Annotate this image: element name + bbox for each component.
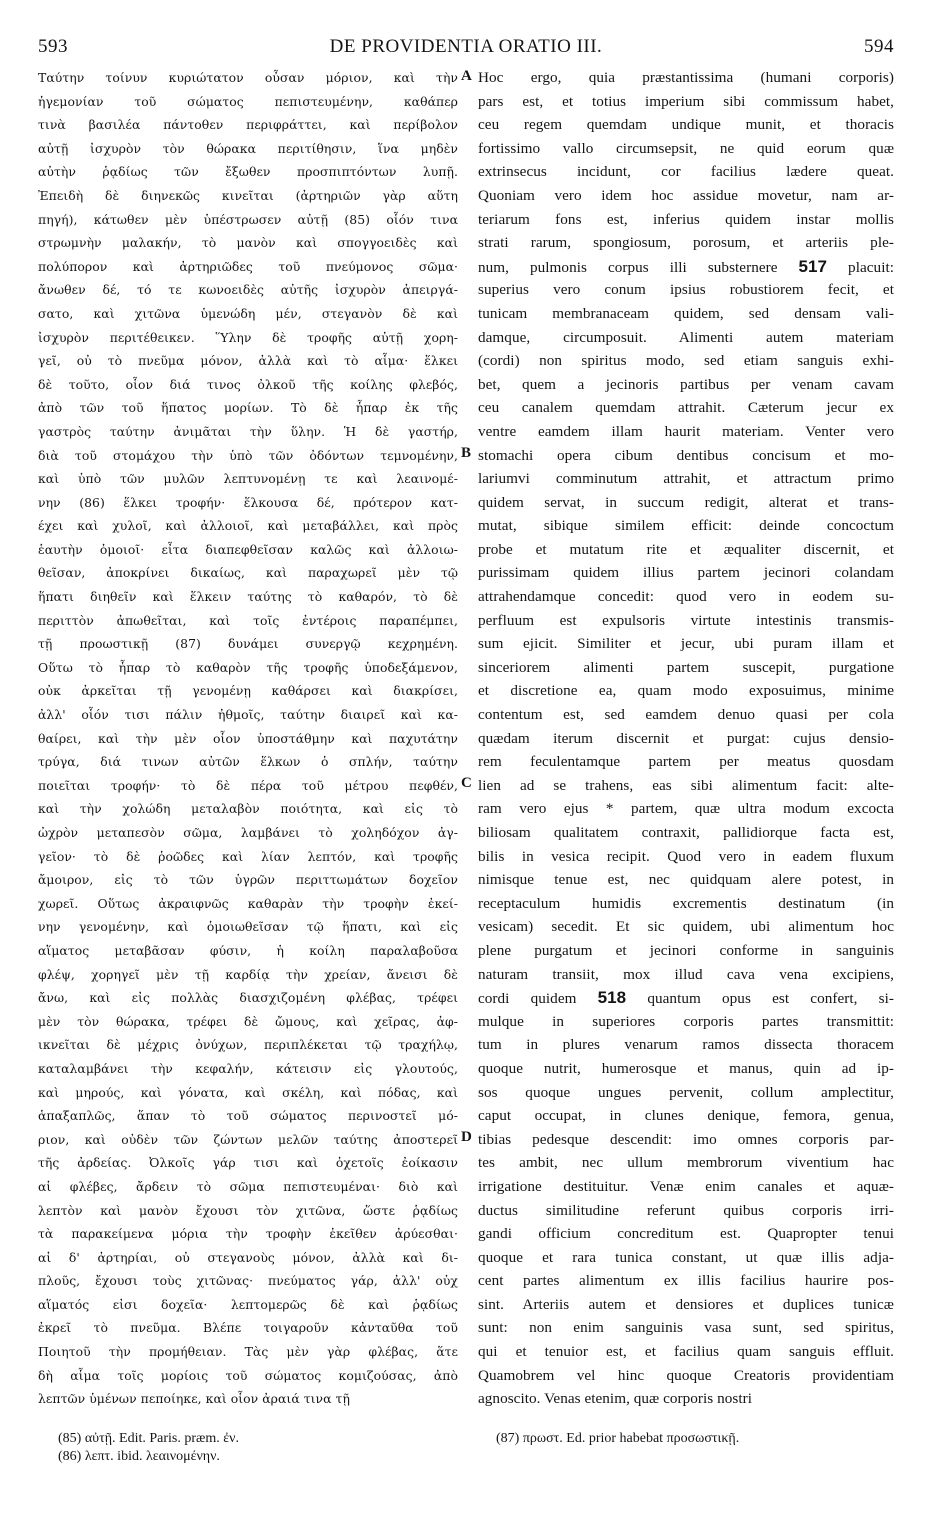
latin-line: strati rarum, spongiosum, porosum, et arteriis ple-	[478, 234, 894, 252]
greek-line: ἀλλ' οἷόν τισι πάλιν ἠθμοῖς, ταύτην διαιρεῖ καὶ κα-	[38, 707, 458, 723]
latin-line: ceu regem quemdam undique munit, et thoracis	[478, 116, 894, 134]
greek-line: Οὕτω τὸ ἧπαρ τὸ καθαρὸν τῆς τροφῆς ὑποδεξάμενον,	[38, 659, 458, 675]
footnotes-latin	[496, 1430, 894, 1448]
greek-line: πλοῦς, ἔχουσι τοὺς χιτῶνας· πνεύματος γάρ, ἀλλ' οὐχ	[38, 1273, 458, 1289]
greek-line: δὲ τοῦτο, οἷον διά τινος ὀλκοῦ τῆς κοίλης φλεβός,	[38, 376, 458, 392]
margin-marker-c: C	[461, 775, 472, 791]
latin-line: nimisque tenue est, nec quidquam alere potest, in	[478, 871, 894, 889]
greek-text-column	[38, 66, 458, 1421]
text-segment: cordi quidem	[478, 990, 598, 1008]
margin-marker-a: A	[461, 68, 472, 84]
latin-line: damque, circumposuit. Alimenti autem materiam	[478, 328, 894, 346]
greek-line: τινὰ βασιλέα πάντοθεν περιφράττει, καὶ περίβολον	[38, 117, 458, 133]
greek-line: αἵματος μεταβᾶσαν φύσιν, ἡ κοίλη παραλαβοῦσα	[38, 942, 458, 958]
running-title: DE PROVIDENTIA ORATIO III.	[329, 36, 603, 57]
latin-line: tunicam membranaceam quidem, sed densam vali-	[478, 304, 894, 322]
latin-line: tum in plures venarum ramos dissecta thoracem	[478, 1036, 894, 1054]
column-number: 518	[597, 988, 627, 1008]
greek-line: τῆς ἀρδείας. Ὀλκοῖς γάρ τισι καὶ ὀχετοῖς ἐοίκασιν	[38, 1155, 458, 1171]
greek-line: αἱ φλέβες, ἄρδειν τὸ σῶμα πεπιστευμέναι· διὸ καὶ	[38, 1178, 458, 1194]
latin-line: vesicam) secedit. Et sic quidem, ubi alimentum hoc	[478, 918, 894, 936]
greek-line: ριον, καὶ οὐδὲν τῶν ζώντων μελῶν ταύτης ἀποστερεῖ	[38, 1131, 458, 1147]
latin-line: (cordi) non spiritus modo, sed etiam sanguis exhi-	[478, 352, 894, 370]
greek-line: πολύπορον καὶ ἀρτηριῶδες τοῦ πνεύμονος σῶμα·	[38, 258, 458, 274]
greek-line: λεπτὸν καὶ μανὸν ἔχουσι τὸν χιτῶνα, ὥστε ῥᾳδίως	[38, 1202, 458, 1218]
greek-line: ἐκρεῖ τὸ πνεῦμα. Βλέπε τοιγαροῦν κἀνταῦθα τοῦ	[38, 1320, 458, 1336]
greek-line: ικνεῖται δὲ μέχρις ὀνύχων, περιπλέκεται τῷ τραχήλῳ,	[38, 1037, 458, 1053]
latin-line: rem feculentamque partem per meatus quosdam	[478, 753, 894, 771]
greek-line: Ποιητοῦ τὴν προμήθειαν. Τὰς μὲν γὰρ φλέβας, ἅτε	[38, 1344, 458, 1360]
greek-line: αὐτὴν ῥᾳδίως τῶν ἔξωθεν προσπιπτόντων λυπῇ.	[38, 164, 458, 180]
greek-line: καταλαμβάνει τὴν κεφαλήν, κάτεισιν εἰς γλουτούς,	[38, 1060, 458, 1076]
greek-line: πηγή), κάτωθεν μὲν ὑπέστρωσεν αὐτῇ (85) οἷόν τινα	[38, 211, 458, 227]
latin-line: mulque in superiores corporis partes transmittit:	[478, 1012, 894, 1030]
greek-line: διὰ τοῦ στομάχου τὴν ὑπὸ τῶν ὀδόντων τεμνομένην,	[38, 447, 458, 463]
latin-line: probe et mutatum rite et æqualiter discernit, et	[478, 540, 894, 558]
greek-line: σατο, καὶ χιτῶνα ὑμενώδη μέν, στεγανὸν δὲ καὶ	[38, 305, 458, 321]
greek-line: ἄμοιρον, εἰς τὸ τῶν ὑγρῶν περιττωμάτων δοχεῖον	[38, 872, 458, 888]
greek-line: στρωμνὴν μαλακήν, τὸ μανὸν καὶ σπογγοειδὲς καὶ	[38, 235, 458, 251]
latin-line: attrahendamque concedit: quod vero in eodem su-	[478, 588, 894, 606]
latin-line: quidem servat, in succum redigit, alterat et trans-	[478, 493, 894, 511]
footnotes-greek	[58, 1430, 458, 1466]
latin-line: quædam iterum discernit et purgat: cujus densio-	[478, 729, 894, 747]
latin-line: pars est, et totius imperium sibi commissum habet,	[478, 92, 894, 110]
greek-line: αὐτῇ ἰσχυρὸν τὸν θώρακα περιτίθησιν, ἵνα μηδὲν	[38, 140, 458, 156]
latin-line: et discretione ea, quam modo exposuimus, minime	[478, 682, 894, 700]
latin-line: plene purgatum et jecinori conforme in sanguinis	[478, 941, 894, 959]
latin-line: contentum est, sed eamdem denuo quasi per cola	[478, 706, 894, 724]
latin-line: sos quoque ungues pervenit, collum amplectitur,	[478, 1083, 894, 1101]
latin-line: sunt: non enim sanguinis vasa sunt, sed spiritus,	[478, 1319, 894, 1337]
greek-line: ἄνω, καὶ εἰς πολλὰς διασχιζομένη φλέβας, τρέφει	[38, 990, 458, 1006]
greek-line: δὴ αἷμα τοῖς μορίοις τοῦ σώματος κομιζούσας, ἀπὸ	[38, 1367, 458, 1383]
greek-line: καὶ ὑπὸ τῶν μυλῶν λεπτυνομένῃ τε καὶ λεαινομέ-	[38, 471, 458, 487]
greek-line: Ἐπειδὴ δὲ διηνεκῶς κινεῖται (ἀρτηριῶν γὰρ αὕτη	[38, 187, 458, 203]
greek-line: γεῖον· τὸ δὲ ῥοῶδες καὶ λίαν λεπτόν, καὶ τροφῆς	[38, 848, 458, 864]
latin-line: ram vero ejus * partem, quæ ultra modum excocta	[478, 800, 894, 818]
greek-line: ἄνωθεν δέ, τό τε κωνοειδὲς αὐτῆς ἰσχυρὸν ἀπειργά-	[38, 282, 458, 298]
latin-line: cent partes alimentum ex illis facilius haurire pos-	[478, 1272, 894, 1290]
latin-line	[478, 986, 894, 1010]
page-header	[38, 36, 894, 62]
greek-line: αἱ δ' ἀρτηρίαι, οὐ στεγανοὺς μόνον, ἀλλὰ καὶ δι-	[38, 1249, 458, 1265]
latin-line: naturam transiit, mox illud cava vena excipiens,	[478, 965, 894, 983]
latin-line	[478, 255, 894, 279]
latin-line: ventre eamdem illam haurit materiam. Venter vero	[478, 422, 894, 440]
greek-line: ἥπατι διηθεῖν καὶ ἕλκειν ταύτης τὸ καθαρόν, τὸ δὲ	[38, 589, 458, 605]
page-number-left: 593	[38, 36, 68, 57]
latin-line: sinceriorem alimenti partem suscepit, purgatione	[478, 658, 894, 676]
latin-line: Quamobrem vel hinc quoque Creatoris providentiam	[478, 1366, 894, 1384]
latin-line: ceu canalem quemdam attrahit. Cæterum jecur ex	[478, 399, 894, 417]
latin-line: quoque nutrit, humerosque et manus, quin ad ip-	[478, 1059, 894, 1077]
greek-line: ἑαυτὴν ὁμοιοῖ· εἶτα διαπεφθεῖσαν καλῶς καὶ ἀλλοιω-	[38, 541, 458, 557]
greek-line: νην γενομένην, καὶ ὁμοιωθεῖσαν τῷ ἥπατι, καὶ εἰς	[38, 919, 458, 935]
latin-line: lariumvi comminutum attrahit, et attractum primo	[478, 470, 894, 488]
greek-line: θαίρει, καὶ τὴν μὲν οἷον ὑποστάθμην καὶ παχυτάτην	[38, 730, 458, 746]
footnote: (87) πρωστ. Ed. prior habebat προσωστικῇ.	[496, 1431, 740, 1446]
latin-line: agnoscito. Venas etenim, quæ corporis nostri	[478, 1390, 752, 1408]
footnote: (86) λεπτ. ibid. λεαινομένην.	[58, 1449, 220, 1464]
latin-line: tes ambit, nec ullum membrorum viventium hac	[478, 1154, 894, 1172]
greek-line: καὶ τὴν χολώδη μεταλαβὸν ποιότητα, καὶ εἰς τὸ	[38, 801, 458, 817]
greek-line: ἰσχυρὸν περιτέθεικεν. Ὕλην δὲ τροφῆς αὐτῇ χορη-	[38, 329, 458, 345]
greek-line: ἀπὸ τῶν τοῦ ἥπατος μορίων. Τὸ δὲ ἧπαρ ἐκ τῆς	[38, 400, 458, 416]
latin-line: biliosam qualitatem contraxit, pallidiorque facta est,	[478, 824, 894, 841]
greek-line: χωρεῖ. Οὕτως ἀκραιφνῶς καθαρὰν τὴν τροφὴν ἐκεί-	[38, 895, 458, 911]
latin-line: mutat, sibique similem efficit: deinde concoctum	[478, 517, 894, 535]
latin-line: superius vero conum ipsius robustiorem fecit, et	[478, 281, 894, 299]
greek-line: ἁπαξαπλῶς, ἅπαν τὸ τοῦ σώματος περινοστεῖ μό-	[38, 1108, 458, 1124]
greek-line: λεπτῶν ὑμένων πεποίηκε, καὶ οἷον ἀραιά τινα τῇ	[38, 1391, 350, 1407]
greek-line: περιττὸν ἀπωθεῖται, καὶ τοῖς ἐντέροις παραπέμπει,	[38, 612, 458, 628]
greek-line: ἡγεμονίαν τοῦ σώματος πεπιστευμένην, καθάπερ	[38, 93, 458, 109]
greek-line: Ταύτην τοίνυν κυριώτατον οὖσαν μόριον, καὶ τὴν	[38, 70, 458, 85]
greek-line: τῇ προωστικῇ (87) δυνάμει συνεργῷ κεχρημένη.	[38, 636, 458, 652]
column-number: 517	[798, 256, 828, 276]
greek-line: φλέψ, χορηγεῖ μὲν τῇ καρδίᾳ τὴν χρείαν, ἄνεισι δὲ	[38, 966, 458, 982]
latin-line: caput occupat, in clunes denique, femora, genua,	[478, 1107, 894, 1125]
text-segment: num, pulmonis corpus illi substernere	[478, 258, 799, 276]
greek-line: θεῖσαν, ἀποκρίνει δικαίως, καὶ παραχωρεῖ μὲν τῷ	[38, 565, 458, 581]
greek-line: γεῖ, οὐ τὸ πνεῦμα μόνον, ἀλλὰ καὶ τὸ αἷμα· ἕλκει	[38, 353, 458, 369]
greek-line: γαστρὸς ταύτην ἀνιμᾶται τὴν ὕλην. Ἡ δὲ γαστήρ,	[38, 423, 458, 439]
greek-line: αἵματός εἰσι δοχεῖα· λεπτομερῶς δὲ καὶ ῥᾳδίως	[38, 1296, 458, 1312]
latin-line: receptaculum humidis excrementis destinatum (in	[478, 894, 894, 912]
margin-marker-b: B	[461, 445, 472, 461]
latin-line: ductus similitudine referunt quibus corporis irri-	[478, 1201, 894, 1219]
latin-line: Hoc ergo, quia præstantissima (humani corporis)	[478, 69, 894, 86]
latin-line: fortissimo vallo circumsepsit, ne quid eorum quæ	[478, 139, 894, 157]
greek-line: τρύγα, διά τινων αὐτῶν ἕλκων ὁ σπλήν, ταύτην	[38, 754, 458, 770]
latin-line: stomachi opera cibum dentibus concisum et mo-	[478, 446, 894, 464]
latin-line: sint. Arteriis autem et densiores et duplices tunicæ	[478, 1295, 894, 1313]
latin-line: teriarum fons est, inferius quidem instar mollis	[478, 210, 894, 228]
latin-line: extrinsecus incidunt, cor facilius lædere queat.	[478, 163, 894, 181]
latin-text-column	[478, 66, 894, 1421]
latin-line: irrigatione destituitur. Venæ enim canales et aquæ-	[478, 1177, 894, 1195]
margin-marker-d: D	[461, 1129, 472, 1145]
latin-line: Quoniam vero idem hoc assidue movetur, nam ar-	[478, 186, 894, 204]
latin-line: bet, quem a jecinoris partibus per venam cavam	[478, 375, 894, 393]
text-segment: placuit:	[827, 258, 894, 276]
greek-line: ὠχρὸν μεταπεσὸν σῶμα, λαμβάνει τὸ χοληδόχον ἀγ-	[38, 825, 458, 840]
latin-line: quoque et rara tunica constant, ut quæ illis adja-	[478, 1248, 894, 1266]
latin-line: tibias pedesque descendit: imo omnes corporis par-	[478, 1130, 894, 1148]
greek-line: οὐκ ἀρκεῖται τῇ γενομένῃ καθάρσει καὶ διακρίσει,	[38, 683, 458, 699]
latin-line: purissimam quidem illius partem jecinori colandam	[478, 564, 894, 582]
text-segment: quantum opus est confert, si-	[626, 990, 894, 1008]
greek-line: τὰ παρακείμενα μόρια τὴν τροφὴν ἐκεῖθεν ἀρύεσθαι·	[38, 1226, 458, 1242]
latin-line: sum ejicit. Similiter et jecur, ubi puram illam et	[478, 635, 894, 653]
greek-line: καὶ μηρούς, καὶ γόνατα, καὶ σκέλη, καὶ πόδας, καὶ	[38, 1084, 458, 1100]
latin-line: bilis in vesica recipit. Quod vero in eadem fluxum	[478, 847, 894, 865]
latin-line: gandi officium concreditum est. Quapropter tenui	[478, 1225, 894, 1243]
greek-line: έχει καὶ χυλοῖ, καὶ ἀλλοιοῖ, καὶ μεταβάλλει, καὶ πρὸς	[38, 518, 458, 534]
latin-line: perfluum est expulsoris virtute intestinis transmis-	[478, 611, 894, 629]
latin-line: lien ad se trahens, eas sibi alimentum facit: alte-	[478, 776, 894, 794]
footnote: (85) αὐτῇ. Edit. Paris. præm. ἐν.	[58, 1431, 239, 1446]
page-number-right: 594	[864, 36, 894, 57]
latin-line: qui et tenuior est, et facilius quam sanguis effluit.	[478, 1343, 894, 1361]
greek-line: ποιεῖται τροφήν· τὸ δὲ πέρα τοῦ μέτρου πεφθέν,	[38, 777, 458, 793]
greek-line: νην (86) ἕλκει τροφήν· ἕλκουσα δέ, πρότερον κατ-	[38, 494, 458, 510]
greek-line: μὲν τὸν θώρακα, τρέφει δὲ ὤμους, καὶ χεῖρας, ἀφ-	[38, 1013, 458, 1029]
